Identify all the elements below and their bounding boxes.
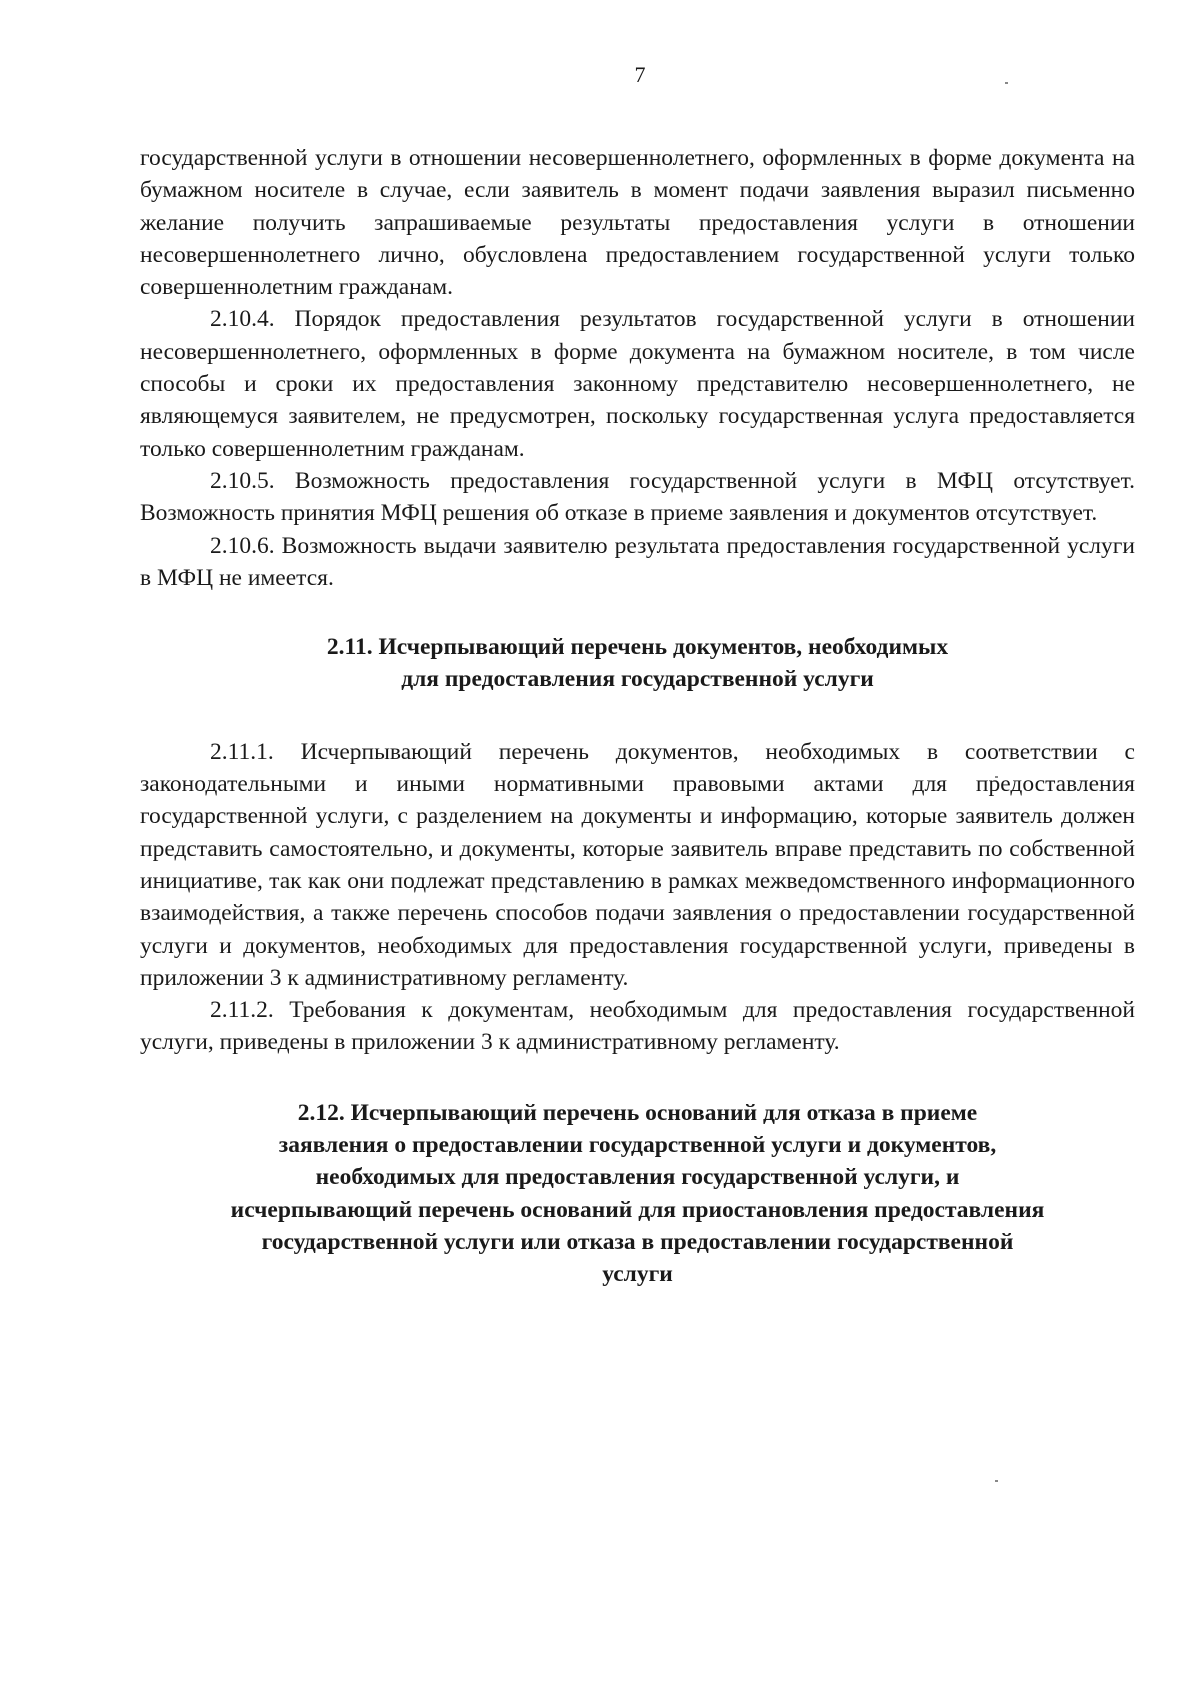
heading-line: необходимых для предоставления государственной услуги, и: [315, 1164, 960, 1191]
paragraph-2-10-4: 2.10.4. Порядок предоставления результатов государственной услуги в отношении несовершеннолетнего, оформленных в форме документа на бумажном носителе, в том числе способы и сроки их предоставления законному представителю несовершеннолетнего, не являющемуся заявителем, не предусмотрен, поскольку государственная услуга предоставляется только совершеннолетним гражданам.: [140, 306, 1135, 462]
page-number: 7: [634, 62, 646, 87]
heading-line: 2.11. Исчерпывающий перечень документов, необходимых: [326, 634, 949, 661]
heading-line: 2.12. Исчерпывающий перечень оснований для отказа в приеме: [297, 1099, 978, 1126]
section-heading-2-12: [140, 1097, 1135, 1291]
heading-line: исчерпывающий перечень оснований для приостановления предоставления: [230, 1196, 1045, 1223]
heading-line: заявления о предоставлении государственной услуги и документов,: [278, 1132, 997, 1159]
scan-speck: [995, 1480, 998, 1482]
section-heading-2-11: [140, 631, 1135, 696]
paragraph-2-10-6: 2.10.6. Возможность выдачи заявителю результата предоставления государственной услуги в МФЦ не имеется.: [140, 532, 1135, 591]
heading-line: для предоставления государственной услуги: [401, 666, 874, 693]
heading-line: государственной услуги или отказа в предоставлении государственной: [261, 1228, 1014, 1255]
paragraph-2-11-2: 2.11.2. Требования к документам, необходимым для предоставления государственной услуги, приведены в приложении 3 к административному регламенту.: [140, 997, 1135, 1056]
document-body: [140, 142, 1135, 1291]
heading-line: услуги: [602, 1261, 673, 1288]
paragraph-2-11-1: 2.11.1. Исчерпывающий перечень документов, необходимых в соответствии с законодательными и иными нормативными правовыми актами для предоставления государственной услуги, с разделением на документы и информацию, которые заявитель должен представить самостоятельно, и документы, которые заявитель вправе представить по собственной инициативе, так как они подлежат представлению в рамках межведомственного информационного взаимодействия, а также перечень способов подачи заявления о предоставлении государственной услуги и документов, необходимых для предоставления государственной услуги, приведены в приложении 3 к административному регламенту.: [140, 738, 1135, 991]
scan-speck: [1005, 82, 1008, 84]
paragraph-2-10-5: 2.10.5. Возможность предоставления государственной услуги в МФЦ отсутствует. Возможность принятия МФЦ решения об отказе в приеме заявления и документов отсутствует.: [140, 467, 1135, 527]
paragraph-continuation: государственной услуги в отношении несовершеннолетнего, оформленных в форме документа на бумажном носителе в случае, если заявитель в момент подачи заявления выразил письменно желание получить запрашиваемые результаты предоставления услуги в отношении несовершеннолетнего лично, обусловлена предоставлением государственной услуги только совершеннолетним гражданам.: [140, 145, 1135, 301]
